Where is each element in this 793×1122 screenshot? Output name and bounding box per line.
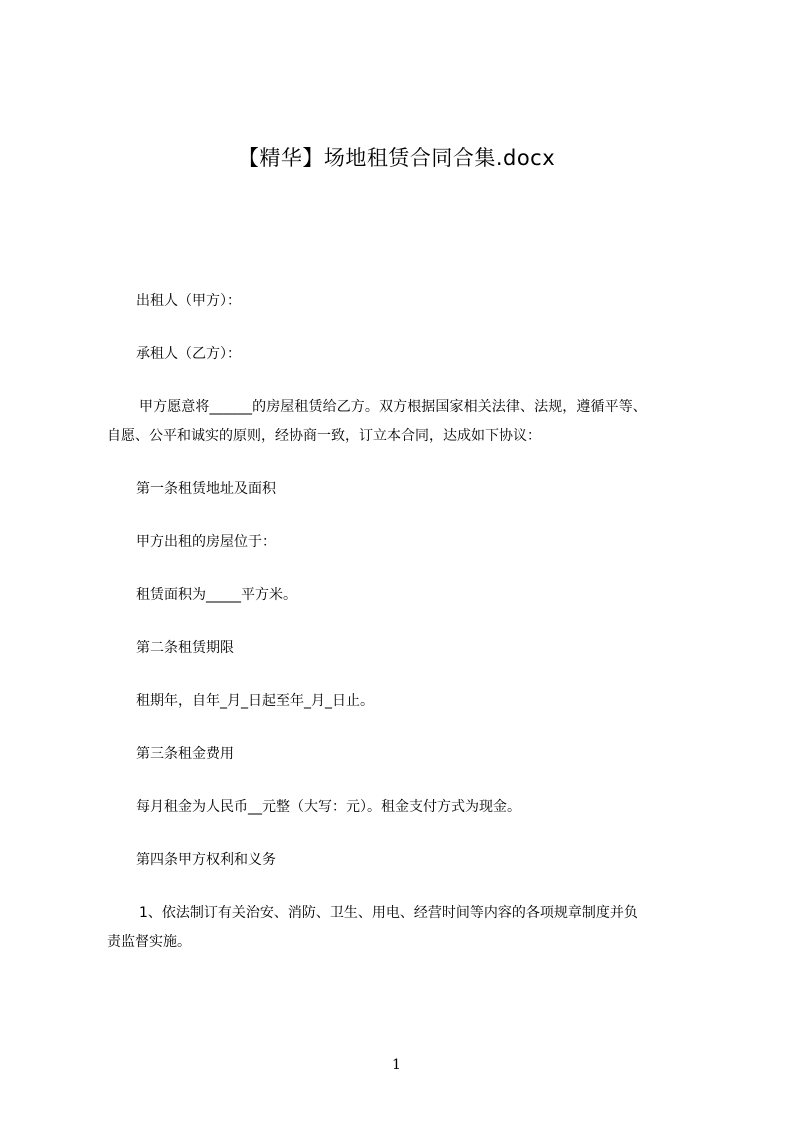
article-4-item-1-line-2: 责监督实施。 <box>107 934 191 950</box>
article-3-rent: 每月租金为人民币__元整（大写：元）。租金支付方式为现金。 <box>136 799 521 815</box>
article-4-title: 第四条甲方权利和义务 <box>136 852 276 868</box>
intro-line-1: 甲方愿意将______的房屋租赁给乙方。双方根据国家相关法律、法规，遵循平等、 <box>139 399 647 415</box>
article-1-location: 甲方出租的房屋位于： <box>136 534 276 550</box>
article-4-item-1-line-1: 1、依法制订有关治安、消防、卫生、用电、经营时间等内容的各项规章制度并负 <box>139 905 638 921</box>
article-3-title: 第三条租金费用 <box>136 746 234 762</box>
article-2-term: 租期年，自年_月_日起至年_月_日止。 <box>136 693 374 709</box>
article-1-title: 第一条租赁地址及面积 <box>136 481 276 497</box>
lessee-line: 承租人（乙方）： <box>136 346 241 362</box>
page-number: 1 <box>392 1057 401 1073</box>
document-title: 【精华】场地租赁合同合集.docx <box>237 146 556 170</box>
article-2-title: 第二条租赁期限 <box>136 640 234 656</box>
intro-line-2: 自愿、公平和诚实的原则，经协商一致，订立本合同，达成如下协议： <box>107 428 541 444</box>
lessor-line: 出租人（甲方）： <box>136 293 241 309</box>
article-1-area: 租赁面积为_____平方米。 <box>136 587 297 603</box>
